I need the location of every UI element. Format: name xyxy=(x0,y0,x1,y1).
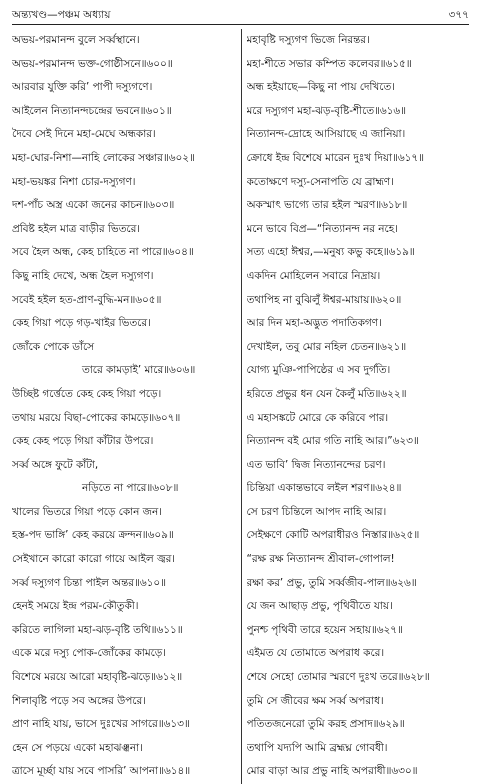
verse-line: তথাপি যদ্যপি আমি ব্রহ্মঘ্ন গোবধী। xyxy=(246,741,388,754)
verse-line: অকস্মাৎ ভাগ্যে তার হইল স্মরণ॥৬১৮॥ xyxy=(246,199,408,212)
chapter-title: অন্ত্যখণ্ড—পঞ্চম অধ্যায় xyxy=(12,9,111,21)
verse-line: হেন সে পড়য়ে একো মহাঝঞ্ঝনা। xyxy=(12,741,143,754)
verse-line: কিছু নাহি দেখে, অন্ধ হৈল দস্যুগণ। xyxy=(12,269,154,282)
page-number: ৩৭৭ xyxy=(448,9,469,21)
verse-line: তথাপিহ না বুঝিলুঁ ঈশ্বর-মায়ায়॥৬২০॥ xyxy=(246,293,402,306)
verse-line: কতোক্ষণে দস্যু-সেনাপতি যে ব্রাহ্মণ। xyxy=(246,175,394,188)
verse-line: ক্রোধে ইন্দ্র বিশেষে মারেন দুঃখ দিয়া॥৬১৭॥ xyxy=(246,151,424,164)
verse-line: তথায় মরয়ে বিছা-পোকের কামড়ে॥৬০৭॥ xyxy=(12,411,181,424)
verse-line: হরিতে প্রভুর ধন যেন কৈলুঁ মতি॥৬২২॥ xyxy=(246,387,407,400)
verse-line: কেহ কেহ পড়ে গিয়া কাঁটার উপরে। xyxy=(12,435,154,448)
verse-line: ত্রাসে মূর্চ্ছা যায় সবে পাসরি’ আপনা॥৬১৪॥ xyxy=(12,765,191,778)
verse-line: শিলাবৃষ্টি পড়ে সব অঙ্গের উপরে। xyxy=(12,694,146,707)
verse-line: এ মহাসঙ্কটে মোরে কে করিবে পার। xyxy=(246,411,389,424)
running-header xyxy=(12,6,469,22)
verse-line: “রক্ষ রক্ষ নিত্যানন্দ শ্রীবাল-গোপাল! xyxy=(246,553,395,566)
verse-line: রক্ষা কর’ প্রভু, তুমি সর্ব্বজীব-পাল॥৬২৬॥ xyxy=(246,576,417,589)
verse-line: কেহ গিয়া পড়ে গড়-খাইর ভিতরে। xyxy=(12,317,151,330)
verse-line: মোর বাড়া আর প্রভু নাহি অপরাধী॥৬৩০॥ xyxy=(246,765,418,778)
verse-line: মনে ভাবে বিপ্র—“নিত্যানন্দ নর নহে। xyxy=(246,222,398,235)
verse-line: করিতে লাগিলা মহা-ঝড়-বৃষ্টি তথি॥৬১১॥ xyxy=(12,623,183,636)
text-columns xyxy=(12,29,469,784)
verse-line: তুমি সে জীবের ক্ষম সর্ব্ব অপরাধ। xyxy=(246,694,384,707)
verse-line: হেনই সময়ে ইন্দ্র পরম-কৌতুকী। xyxy=(12,600,139,613)
verse-line: খালের ভিতরে গিয়া পড়ে কোন জন। xyxy=(12,505,162,518)
verse-line: মহা-ভয়ঙ্কর নিশা চোর-দস্যুগণ। xyxy=(12,175,136,188)
verse-line: অভয়-পরমানন্দ বুলে সর্ব্বস্থানে। xyxy=(12,34,140,46)
verse-line: তারে কামড়াই’ মারে॥৬০৬॥ xyxy=(82,364,196,377)
verse-line: সবে হৈল অন্ধ, কেহ চাহিতে না পারে॥৬০৪॥ xyxy=(12,246,194,259)
verse-line: মহা-শীতে সভার কম্পিত কলেবর॥৬১৫॥ xyxy=(246,57,412,70)
verse-line: দেখাইল, তবু মোর নহিল চেতন॥৬২১॥ xyxy=(246,340,407,353)
verse-line: আরবার যুক্তি করি’ পাপী দস্যুগণে। xyxy=(12,81,153,94)
header-rule xyxy=(12,24,469,25)
verse-line: সত্য এহো ঈশ্বর,—মনুষ্য কভু কহে॥৬১৯॥ xyxy=(246,246,415,259)
verse-line: প্রাণ নাহি যায়, ভাসে দুঃখের সাগরে॥৬১৩॥ xyxy=(12,718,190,731)
verse-line: চিন্তিয়া একান্তভাবে লইল শরণ॥৬২৪॥ xyxy=(246,482,402,495)
verse-line: উচ্ছিষ্ট গর্ত্তেতে কেহ কেহ গিয়া পড়ে। xyxy=(12,387,162,400)
verse-line: শেষে সেহো তোমার স্মরণে দুঃখ তরে॥৬২৮॥ xyxy=(246,671,430,684)
verse-line: একদিন মোহিলেন সবারে নিদ্রায়। xyxy=(246,269,381,282)
verse-line: প্রবিষ্ট হইল মাত্র বাড়ীর ভিতরে। xyxy=(12,222,140,235)
right-column xyxy=(241,29,470,784)
verse-line: যোগ্য মুঞি-পাপিষ্ঠের এ সব দুর্গতি। xyxy=(246,364,391,377)
verse-line: মহা-ঘোর-নিশা—নাহি লোকের সঞ্চার॥৬০২॥ xyxy=(12,151,195,164)
verse-line: মরে দস্যুগণ মহা-ঝড়-বৃষ্টি-শীতে॥৬১৬॥ xyxy=(246,104,407,117)
verse-line: সেইখানে কারো কারো গায়ে আইল জ্বর। xyxy=(12,553,176,566)
verse-line: যে জন আছাড় প্রভু, পৃথিবীতে যায়। xyxy=(246,600,393,613)
verse-line: সবেই হইল হত-প্রাণ-বুদ্ধি-মন॥৬০৫॥ xyxy=(12,293,162,306)
verse-line: জোঁকে পোকে ডাঁসে xyxy=(12,340,95,353)
column-divider xyxy=(241,29,242,784)
verse-line: দৈবে সেই দিনে মহা-মেঘে অন্ধকার। xyxy=(12,128,156,141)
verse-line: অন্ধ হইয়াছে—কিছু না পায় দেখিতে। xyxy=(246,81,395,94)
verse-line: সর্ব্ব অঙ্গে ফুটে কাঁটা, xyxy=(12,458,99,471)
verse-line: নিত্যানন্দ-দ্রোহে আসিয়াছে এ জানিয়া। xyxy=(246,128,406,141)
verse-line: নিত্যানন্দ বই মোর গতি নাহি আর।”৬২৩॥ xyxy=(246,435,419,448)
verse-line: এইমত যে তোমাতে অপরাধ করে। xyxy=(246,647,385,660)
verse-line: সে চরণ চিন্তিলে আপদ নাহি আর। xyxy=(246,505,387,518)
verse-line: পুনশ্চ পৃথিবী তারে হয়েন সহায়॥৬২৭॥ xyxy=(246,623,403,636)
verse-line: বিশেষে মরয়ে আরো মহাবৃষ্টি-ঝড়ে॥৬১২॥ xyxy=(12,671,183,684)
verse-line: নড়িতে না পারে॥৬০৮॥ xyxy=(82,482,179,495)
verse-line: মহাবৃষ্টি দস্যুগণ ভিজে নিরন্তর। xyxy=(246,34,370,46)
verse-line: একে মরে দস্যু পোক-জোঁকের কামড়ে। xyxy=(12,647,166,660)
verse-line: অভয়-পরমানন্দ ভক্ত-গোষ্ঠীসনে॥৬০০॥ xyxy=(12,57,173,70)
verse-line: আর দিন মহা-অদ্ভুত পদাতিকগণ। xyxy=(246,317,382,330)
verse-line: আইলেন নিত্যানন্দচন্দ্রের ভবনে॥৬০১॥ xyxy=(12,104,172,117)
verse-line: দশ-পাঁচ অস্ত্র একো জনের কাচন॥৬০৩॥ xyxy=(12,199,175,212)
verse-line: সেইক্ষণে কোটি অপরাধীরও নিস্তার॥৬২৫॥ xyxy=(246,529,420,542)
verse-line: এত ভাবি’ দ্বিজ নিত্যানন্দের চরণ। xyxy=(246,458,386,471)
left-column xyxy=(12,29,241,784)
verse-line: হস্ত-পদ ভাঙ্গি’ কেহ করয়ে ক্রন্দন॥৬০৯॥ xyxy=(12,529,174,542)
verse-line: পতিতজনেরো তুমি করহ প্রসাদ॥৬২৯॥ xyxy=(246,718,405,731)
verse-line: সর্ব্ব দস্যুগণ চিন্তা পাইল অন্তর॥৬১০॥ xyxy=(12,576,167,589)
